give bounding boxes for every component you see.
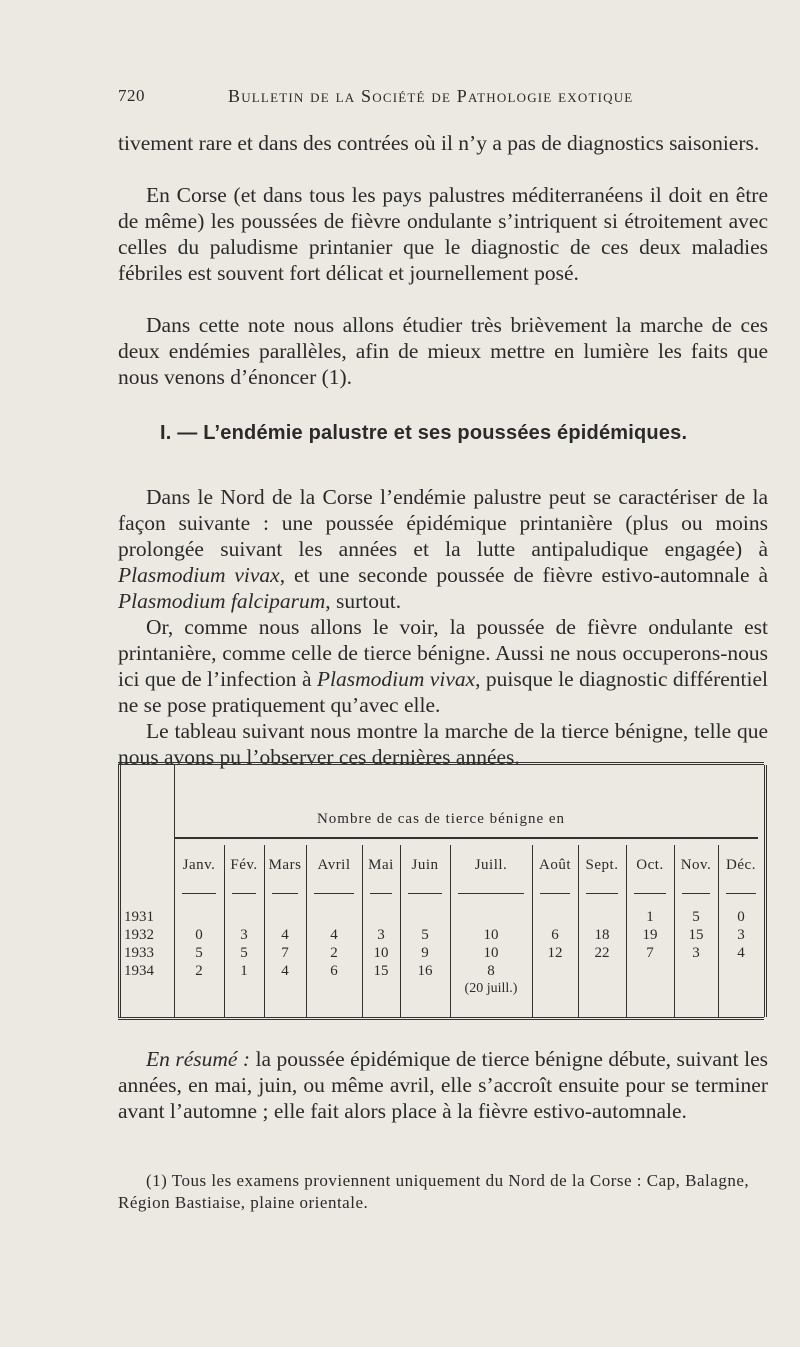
table-cell: 2 (330, 945, 338, 961)
table-cell: 15 (688, 927, 704, 943)
footnote: (1) Tous les examens proviennent uniquement du Nord de la Corse : Cap, Balagne, Région Bastiaise, plaine orientale. (118, 1171, 750, 1212)
table-cell: 6 (330, 963, 338, 979)
month-underline (272, 893, 298, 894)
month-underline (232, 893, 256, 894)
table-cell: 7 (646, 945, 654, 961)
paragraph-6: Le tableau suivant nous montre la marche de la tierce bénigne, telle que nous avons pu l’observer ces dernières années. (118, 719, 768, 769)
paragraph-3: Dans cette note nous allons étudier très brièvement la marche de ces deux endémies parallèles, afin de mieux mettre en lumière les faits que nous venons d’énoncer (1). (118, 313, 768, 389)
month-underline (370, 893, 392, 894)
month-header: Janv. (182, 857, 216, 873)
paragraph-4-text-a: Dans le Nord de la Corse l’endémie palustre peut se caractériser de la façon suivante : une poussée épidémique printanière (plus ou moins prolongée suivant les années et la lutte antipaludique engagée) à (118, 485, 768, 561)
month-underline (540, 893, 570, 894)
paragraph-4-species-vivax: Plasmodium vivax (118, 563, 280, 587)
month-header: Juill. (474, 857, 508, 873)
cases-table (118, 762, 764, 1020)
table-cell: 3 (737, 927, 745, 943)
table-cell: 3 (692, 945, 700, 961)
table-cell: 22 (594, 945, 610, 961)
table-cell: 2 (195, 963, 203, 979)
paragraph-4-species-falciparum: Plasmodium falciparum (118, 589, 326, 613)
table-cell: 12 (547, 945, 563, 961)
paragraph-7-text: la poussée épidémique de tierce bénigne débute, suivant les années, en mai, juin, ou même avril, elle s’accroît ensuite pour se terminer avant l’automne ; elle fait alors place à la fièvre estivo-automnale. (118, 1047, 768, 1123)
year-label: 1933 (124, 945, 154, 961)
table-cell: 10 (483, 945, 499, 961)
table-cell: 3 (240, 927, 248, 943)
table-note: (20 juill.) (464, 981, 518, 996)
table-cell: 1 (646, 909, 654, 925)
table-column-line (764, 765, 767, 1017)
month-header: Avril (317, 857, 351, 873)
month-underline (314, 893, 354, 894)
table-cell: 10 (483, 927, 499, 943)
table-cell: 18 (594, 927, 610, 943)
month-header: Mars (268, 857, 302, 873)
paragraph-4-text-c: , et une seconde poussée de fièvre estivo-automnale à (279, 563, 768, 587)
table-cell: 1 (240, 963, 248, 979)
table-cell: 6 (551, 927, 559, 943)
table-cell: 15 (373, 963, 389, 979)
paragraph-5 (118, 614, 768, 718)
month-header: Sept. (585, 857, 619, 873)
table-cell: 5 (692, 909, 700, 925)
table-cell: 4 (281, 927, 289, 943)
paragraph-5-text-c: , puisque le diagnostic différentiel ne se pose pratiquement qu’avec elle. (118, 667, 768, 717)
paragraph-7 (118, 1046, 768, 1124)
month-header: Mai (368, 857, 394, 873)
table-cell: 0 (195, 927, 203, 943)
year-label: 1931 (124, 909, 154, 925)
table-cell: 16 (417, 963, 433, 979)
running-title: Bulletin de la Société de Pathologie exotique (228, 86, 634, 106)
month-header: Fév. (230, 857, 258, 873)
month-underline (182, 893, 216, 894)
table-cell: 4 (330, 927, 338, 943)
month-header: Oct. (636, 857, 664, 873)
month-header: Déc. (726, 857, 756, 873)
caption-rule (174, 837, 758, 839)
month-underline (726, 893, 756, 894)
table-cell: 19 (642, 927, 658, 943)
month-underline (634, 893, 666, 894)
paragraph-4 (118, 484, 768, 614)
table-cell: 0 (737, 909, 745, 925)
table-cell: 5 (195, 945, 203, 961)
table-column-line (118, 765, 121, 1017)
paragraph-1: tivement rare et dans des contrées où il n’y a pas de diagnostics saisoniers. (118, 131, 760, 155)
paragraph-2: En Corse (et dans tous les pays palustres méditerranéens il doit en être de même) les poussées de fièvre ondulante s’intriquent si étroitement avec celles du paludisme printanier que le diagnostic de ces deux maladies fébriles est souvent fort délicat et journellement posé. (118, 183, 768, 285)
month-header: Juin (411, 857, 439, 873)
section-title: I. — L’endémie palustre et ses poussées épidémiques. (160, 422, 688, 444)
table-cell: 9 (421, 945, 429, 961)
month-header: Août (539, 857, 571, 873)
table-cell: 8 (487, 963, 495, 979)
table-caption: Nombre de cas de tierce bénigne en (316, 811, 566, 827)
page-number: 720 (118, 86, 145, 105)
table-cell: 5 (421, 927, 429, 943)
paragraph-5-text-a: Or, comme nous allons le voir, la poussée de fièvre ondulante est printanière, comme celle de tierce bénigne. Aussi ne nous occuperons-nous ici que de l’infection à (118, 615, 768, 691)
year-label: 1932 (124, 927, 154, 943)
table-cell: 4 (281, 963, 289, 979)
month-underline (682, 893, 710, 894)
paragraph-4-text-e: , surtout. (325, 589, 402, 613)
month-underline (408, 893, 442, 894)
table-cell: 10 (373, 945, 389, 961)
month-header: Nov. (680, 857, 712, 873)
paragraph-5-species-vivax: Plasmodium vivax (316, 667, 476, 691)
month-underline (458, 893, 524, 894)
paragraph-7-lead: En résumé : (146, 1047, 251, 1071)
month-underline (586, 893, 618, 894)
year-label: 1934 (124, 963, 154, 979)
table-cell: 7 (281, 945, 289, 961)
table-cell: 3 (377, 927, 385, 943)
table-cell: 5 (240, 945, 248, 961)
table-cell: 4 (737, 945, 745, 961)
